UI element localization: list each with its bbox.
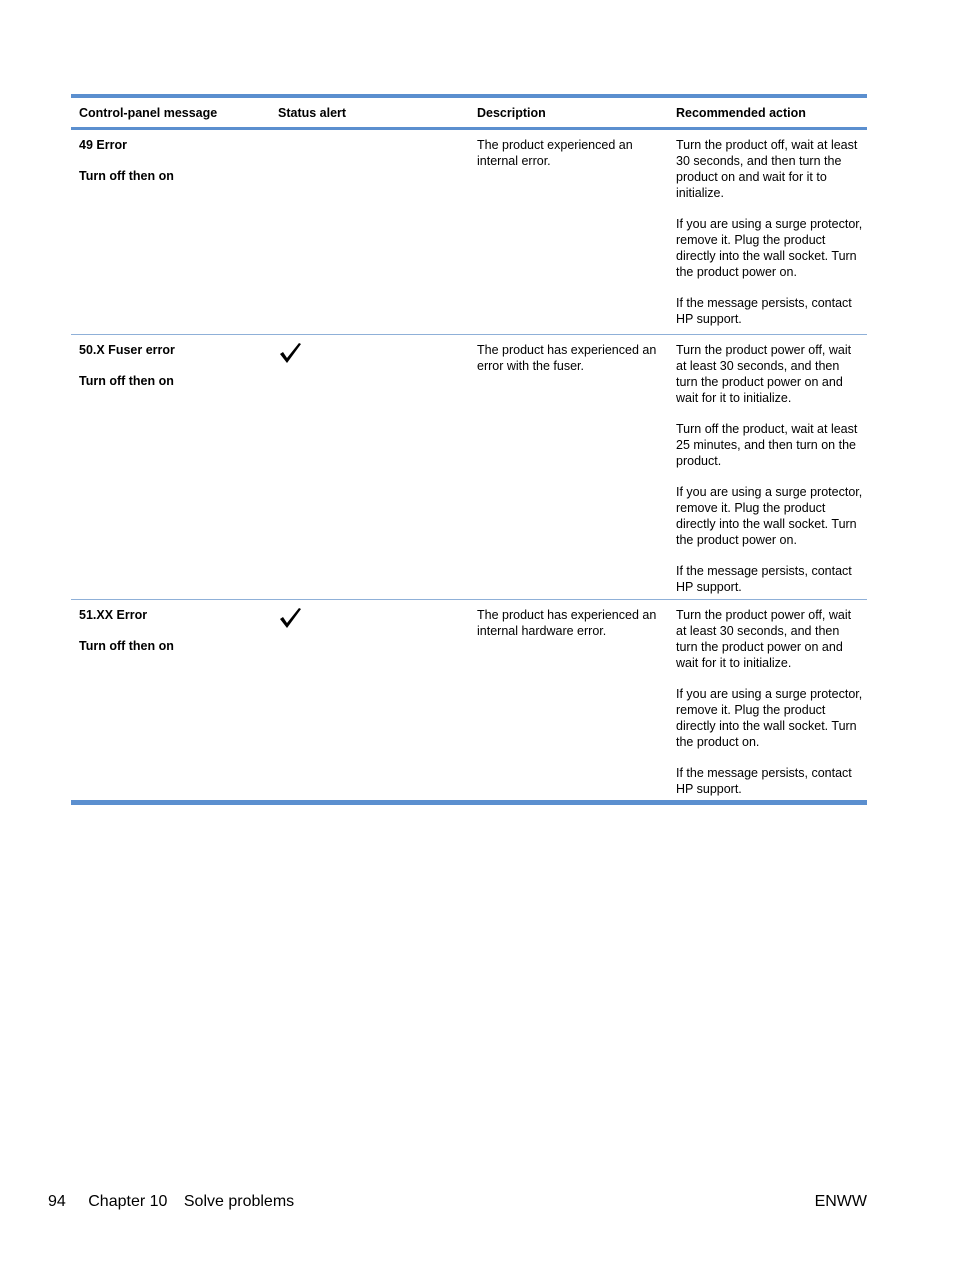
status-alert-cell <box>270 130 469 334</box>
status-alert-cell <box>270 335 469 599</box>
action-paragraph: If you are using a surge protector, remove it. Plug the product directly into the wall socket. Turn the product on. <box>676 687 863 749</box>
message-subtitle: Turn off then on <box>79 374 174 388</box>
message-title: 51.XX Error <box>79 608 148 622</box>
action-paragraph: If the message persists, contact HP support. <box>676 766 852 796</box>
action-paragraph: If the message persists, contact HP support. <box>676 564 852 594</box>
checkmark-icon <box>278 342 302 364</box>
action-paragraph: If the message persists, contact HP support. <box>676 296 852 326</box>
action-paragraph: Turn the product off, wait at least 30 seconds, and then turn the product on and wait for it to initialize. <box>676 138 858 200</box>
action-paragraph: Turn the product power off, wait at least 30 seconds, and then turn the product power on and wait for it to initialize. <box>676 608 852 670</box>
chapter-title: Solve problems <box>183 1193 295 1210</box>
message-subtitle: Turn off then on <box>79 639 174 653</box>
recommended-action-cell <box>668 130 867 334</box>
description-cell: The product experienced an internal error. <box>477 138 633 168</box>
header-description: Description <box>477 105 546 120</box>
message-title: 50.X Fuser error <box>79 343 175 357</box>
page-footer-left <box>48 1193 294 1211</box>
table-row <box>71 130 867 334</box>
error-message-table <box>71 94 867 805</box>
message-cell <box>71 130 270 334</box>
action-paragraph: If you are using a surge protector, remove it. Plug the product directly into the wall socket. Turn the product power on. <box>676 485 863 547</box>
header-control-panel-message: Control-panel message <box>79 105 218 120</box>
message-cell <box>71 335 270 599</box>
status-alert-cell <box>270 600 469 800</box>
table-row <box>71 599 867 800</box>
table-row <box>71 334 867 599</box>
recommended-action-cell <box>668 335 867 599</box>
recommended-action-cell <box>668 600 867 800</box>
chapter-label: Chapter 10 <box>88 1193 168 1210</box>
message-subtitle: Turn off then on <box>79 169 174 183</box>
page-number: 94 <box>48 1193 66 1210</box>
header-recommended-action: Recommended action <box>676 105 806 120</box>
header-status-alert: Status alert <box>278 105 347 120</box>
message-cell <box>71 600 270 800</box>
table-header <box>71 98 867 130</box>
description-cell: The product has experienced an error with the fuser. <box>477 343 657 373</box>
action-paragraph: Turn off the product, wait at least 25 minutes, and then turn on the product. <box>676 422 858 468</box>
message-title: 49 Error <box>79 138 127 152</box>
page-footer-right: ENWW <box>814 1193 867 1210</box>
action-paragraph: Turn the product power off, wait at least 30 seconds, and then turn the product power on and wait for it to initialize. <box>676 343 852 405</box>
action-paragraph: If you are using a surge protector, remove it. Plug the product directly into the wall socket. Turn the product power on. <box>676 217 863 279</box>
description-cell: The product has experienced an internal hardware error. <box>477 608 657 638</box>
checkmark-icon <box>278 607 302 629</box>
